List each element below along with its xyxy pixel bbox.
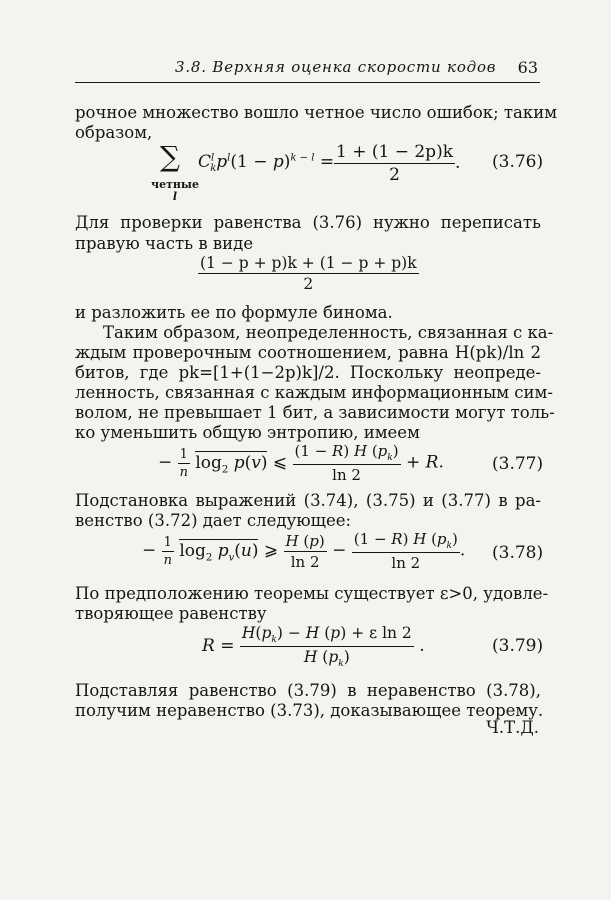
text-line: ко уменьшить общую энтропию, имеем xyxy=(75,423,420,442)
binomial-numerator: (1 − p + p)k + (1 − p + p)k xyxy=(200,254,417,272)
text-line: получим неравенство (3.73), доказывающее теорему. xyxy=(75,701,544,720)
running-header xyxy=(75,58,540,83)
text-line: Таким образом, неопределенность, связанная с ка- xyxy=(103,323,554,342)
eq379-body: R = $\frac{H(p_k) - H (p) + \varepsilon \ln 2}{H (p_k)}$ . xyxy=(202,624,425,670)
equation-number: (3.77) xyxy=(492,454,544,474)
eq376-numerator: 1 + (1 − 2p)k xyxy=(336,142,453,162)
text-line: творяющее равенству xyxy=(75,604,267,623)
binomial-denominator: 2 xyxy=(198,273,419,293)
sum-symbol: ∑ xyxy=(160,140,180,173)
text-line: Подставляя равенство (3.79) в неравенство (3.78), xyxy=(75,681,541,700)
equation-number: (3.78) xyxy=(492,543,544,563)
sum-subscript: четные l xyxy=(151,178,199,203)
text-line: образом, xyxy=(75,123,153,142)
eq376-denominator: 2 xyxy=(334,163,455,185)
qed-mark: Ч.Т.Д. xyxy=(486,718,539,737)
section-title: 3.8. Верхняя оценка скорости кодов xyxy=(175,58,497,76)
text-line: Для проверки равенства (3.76) нужно переписать xyxy=(75,213,541,232)
eq377-body: − $\frac{1}{n}$ $\log_2 p(v)$ ⩽ $\frac{(1 - R) H (p_k)}{\ln 2}$ + R. xyxy=(158,442,444,484)
text-line: Подстановка выражений (3.74), (3.75) и (3.77) в ра- xyxy=(75,491,541,510)
text-line: правую часть в виде xyxy=(75,234,254,253)
page-number: 63 xyxy=(517,58,538,77)
equation-number: (3.76) xyxy=(492,152,544,172)
text-line: битов, где pk=[1+(1−2p)k]/2. Поскольку неопреде- xyxy=(75,363,541,382)
text-line: венство (3.72) дает следующее: xyxy=(75,511,352,530)
binomial-fraction xyxy=(198,254,419,293)
text-line: рочное множество вошло четное число ошибок; таким xyxy=(75,103,558,122)
eq376-lhs: $C^l_kp^l(1 - p)^{k - l}$ = xyxy=(198,152,335,175)
equation-number: (3.79) xyxy=(492,636,544,656)
text-line: ждым проверочным соотношением, равна H(pk)/ln 2 xyxy=(75,343,541,362)
eq376-fraction: $\frac{1 + (1 - 2p)k}{2}$ . xyxy=(336,142,461,185)
text-line: и разложить ее по формуле бинома. xyxy=(75,303,393,322)
text-line: ленность, связанная с каждым информационным сим- xyxy=(75,383,553,402)
eq378-body: − $\frac{1}{n}$ $\log_2 p_v(u)$ ⩾ $\frac{H (p)}{\ln 2}$ − $\frac{(1 - R) H (p_k)}{\ln 2}$ . xyxy=(142,530,466,572)
text-line: По предположению теоремы существует ε>0, удовле- xyxy=(75,584,549,603)
text-line: волом, не превышает 1 бит, а зависимости могут толь- xyxy=(75,403,555,422)
